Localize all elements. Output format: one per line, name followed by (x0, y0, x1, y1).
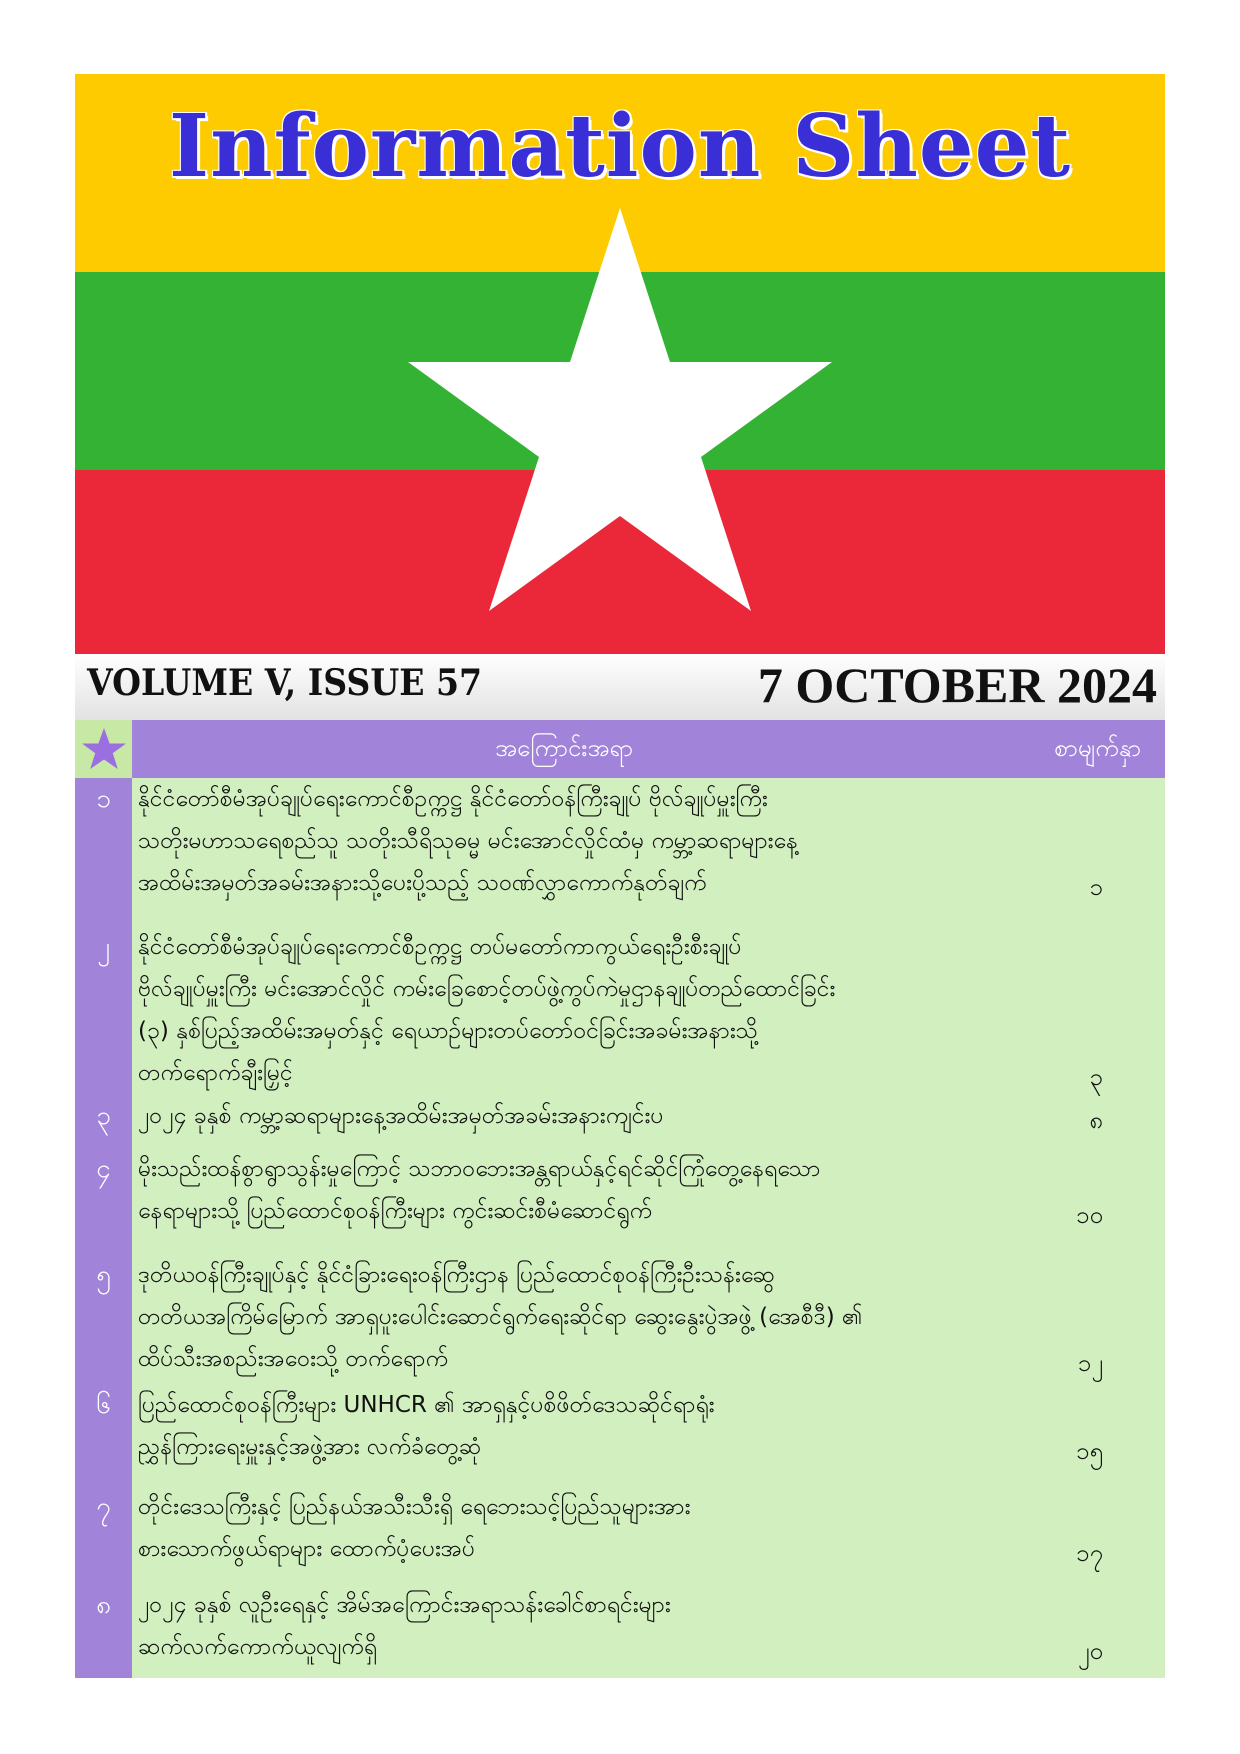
cover-banner (75, 74, 1165, 654)
issue-bar (75, 654, 1165, 720)
toc-entry-line: ဒုတိယဝန်ကြီးချုပ်နှင့် နိုင်ငံခြားရေးဝန်ကြီးဌာန ပြည်ထောင်စုဝန်ကြီးဦးသန်းဆွေ (138, 1262, 775, 1288)
toc-entry-line: နေရာများသို့ ပြည်ထောင်စုဝန်ကြီးများ ကွင်းဆင်းစီမံဆောင်ရွက် (138, 1198, 652, 1224)
toc-entry-title (138, 1584, 1038, 1668)
toc-entry-line: တတိယအကြိမ်မြောက် အာရှပူးပေါင်းဆောင်ရွက်ရေးဆိုင်ရာ ဆွေးနွေးပွဲအဖွဲ့ (အေစီဒီ) ၏ (138, 1304, 863, 1330)
toc-entry-line: စားသောက်ဖွယ်ရာများ ထောက်ပံ့ပေးအပ် (138, 1536, 476, 1562)
toc-entry-title (138, 1384, 1038, 1468)
toc-entry-number: ၇ (96, 1492, 111, 1522)
toc-entry-title (138, 1148, 1038, 1232)
volume-label: VOLUME V, ISSUE 57 (87, 662, 483, 704)
toc-entry-title (138, 778, 1038, 904)
toc-number-column (75, 778, 132, 1678)
toc-entry-page-number: ၁၀ (1076, 1201, 1103, 1229)
toc-entry-title (138, 1254, 1038, 1380)
toc-entry-title (138, 1486, 1038, 1570)
toc-entry-line: တိုင်းဒေသကြီးနှင့် ပြည်နယ်အသီးသီးရှိ ရေဘေးသင့်ပြည်သူများအား (138, 1494, 691, 1520)
toc-entry-line: ဗိုလ်ချုပ်မှူးကြီး မင်းအောင်လှိုင် ကမ်းခြေစောင့်တပ်ဖွဲ့ကွပ်ကဲမှုဌာနချုပ်တည်ထောင်ခြင်း (138, 976, 836, 1002)
toc-entry-line: ၂၀၂၄ ခုနှစ် လူဦးရေနှင့် အိမ်အကြောင်းအရာသန်းခေါင်စာရင်းများ (138, 1592, 671, 1618)
banner-title: Information Sheet (168, 96, 1072, 197)
toc-header (75, 720, 1165, 778)
toc-entry-line: ၂၀၂၄ ခုနှစ် ကမ္ဘာ့ဆရာများနေ့အထိမ်းအမှတ်အခမ်းအနားကျင်းပ (138, 1103, 664, 1129)
toc-entry-number: ၄ (96, 1154, 111, 1184)
toc-entry-number: ၃ (96, 1101, 111, 1131)
page-column-header: စာမျက်နှာ (1054, 734, 1141, 762)
toc-entry-page-number: ၁၂ (1077, 1349, 1103, 1377)
issue-date: 7 OCTOBER 2024 (757, 657, 1157, 713)
toc-entry-line: မိုးသည်းထန်စွာရွာသွန်းမှုကြောင့် သဘာဝဘေးအန္တရာယ်နှင့်ရင်ဆိုင်ကြုံတွေ့နေရသော (138, 1156, 821, 1182)
toc-entry-page-number: ၈ (1089, 1106, 1103, 1134)
contents-column-header: အကြောင်းအရာ (495, 734, 633, 762)
toc-entry-line: အထိမ်းအမှတ်အခမ်းအနားသို့ပေးပို့သည့် သဝဏ်လွှာကောက်နုတ်ချက် (138, 870, 707, 896)
toc-entry-title (138, 926, 1038, 1094)
toc-entry-line: ညွှန်ကြားရေးမှူးနှင့်အဖွဲ့အား လက်ခံတွေ့ဆုံ (138, 1434, 482, 1460)
toc-entry-number: ၁ (96, 784, 111, 814)
toc-entry-number: ၂ (97, 932, 110, 962)
toc-entry-line: နိုင်ငံတော်စီမံအုပ်ချုပ်ရေးကောင်စီဥက္ကဋ္ဌ နိုင်ငံတော်ဝန်ကြီးချုပ် ဗိုလ်ချုပ်မှူးကြီး (138, 786, 768, 812)
star-icon (81, 726, 127, 772)
toc-entry-title (138, 1095, 1038, 1137)
toc-entry-line: နိုင်ငံတော်စီမံအုပ်ချုပ်ရေးကောင်စီဥက္ကဋ္ဌ တပ်မတော်ကာကွယ်ရေးဦးစီးချုပ် (138, 934, 742, 960)
toc-entry-line: သတိုးမဟာသရေစည်သူ သတိုးသီရိသုဓမ္မ မင်းအောင်လှိုင်ထံမှ ကမ္ဘာ့ဆရာများနေ့ (138, 828, 798, 854)
toc-entry-line: ထိပ်သီးအစည်းအဝေးသို့ တက်ရောက် (138, 1346, 449, 1372)
toc-entry-number: ၈ (96, 1590, 111, 1620)
toc-entry-line: ပြည်ထောင်စုဝန်ကြီးများ UNHCR ၏ အာရှနှင့်ပစိဖိတ်ဒေသဆိုင်ရာရုံး (138, 1392, 715, 1418)
toc-entry-page-number: ၁ (1089, 873, 1103, 901)
toc-entry-line: တက်ရောက်ချီးမြှင့် (138, 1060, 293, 1086)
toc-entry-number: ၅ (96, 1260, 111, 1290)
toc-entry-line: (၃) နှစ်ပြည့်အထိမ်းအမှတ်နှင့် ရေယာဉ်များတပ်တော်ဝင်ခြင်းအခမ်းအနားသို့ (138, 1018, 758, 1044)
toc-entry-number: ၆ (96, 1390, 111, 1420)
toc-entry-page-number: ၁၇ (1076, 1539, 1103, 1567)
toc-entry-page-number: ၂၀ (1077, 1637, 1103, 1665)
toc-entry-line: ဆက်လက်ကောက်ယူလျက်ရှိ (138, 1634, 378, 1660)
toc-entry-page-number: ၃ (1089, 1063, 1103, 1091)
toc-star-cell (75, 720, 132, 778)
toc-entry-page-number: ၁၅ (1076, 1437, 1103, 1465)
